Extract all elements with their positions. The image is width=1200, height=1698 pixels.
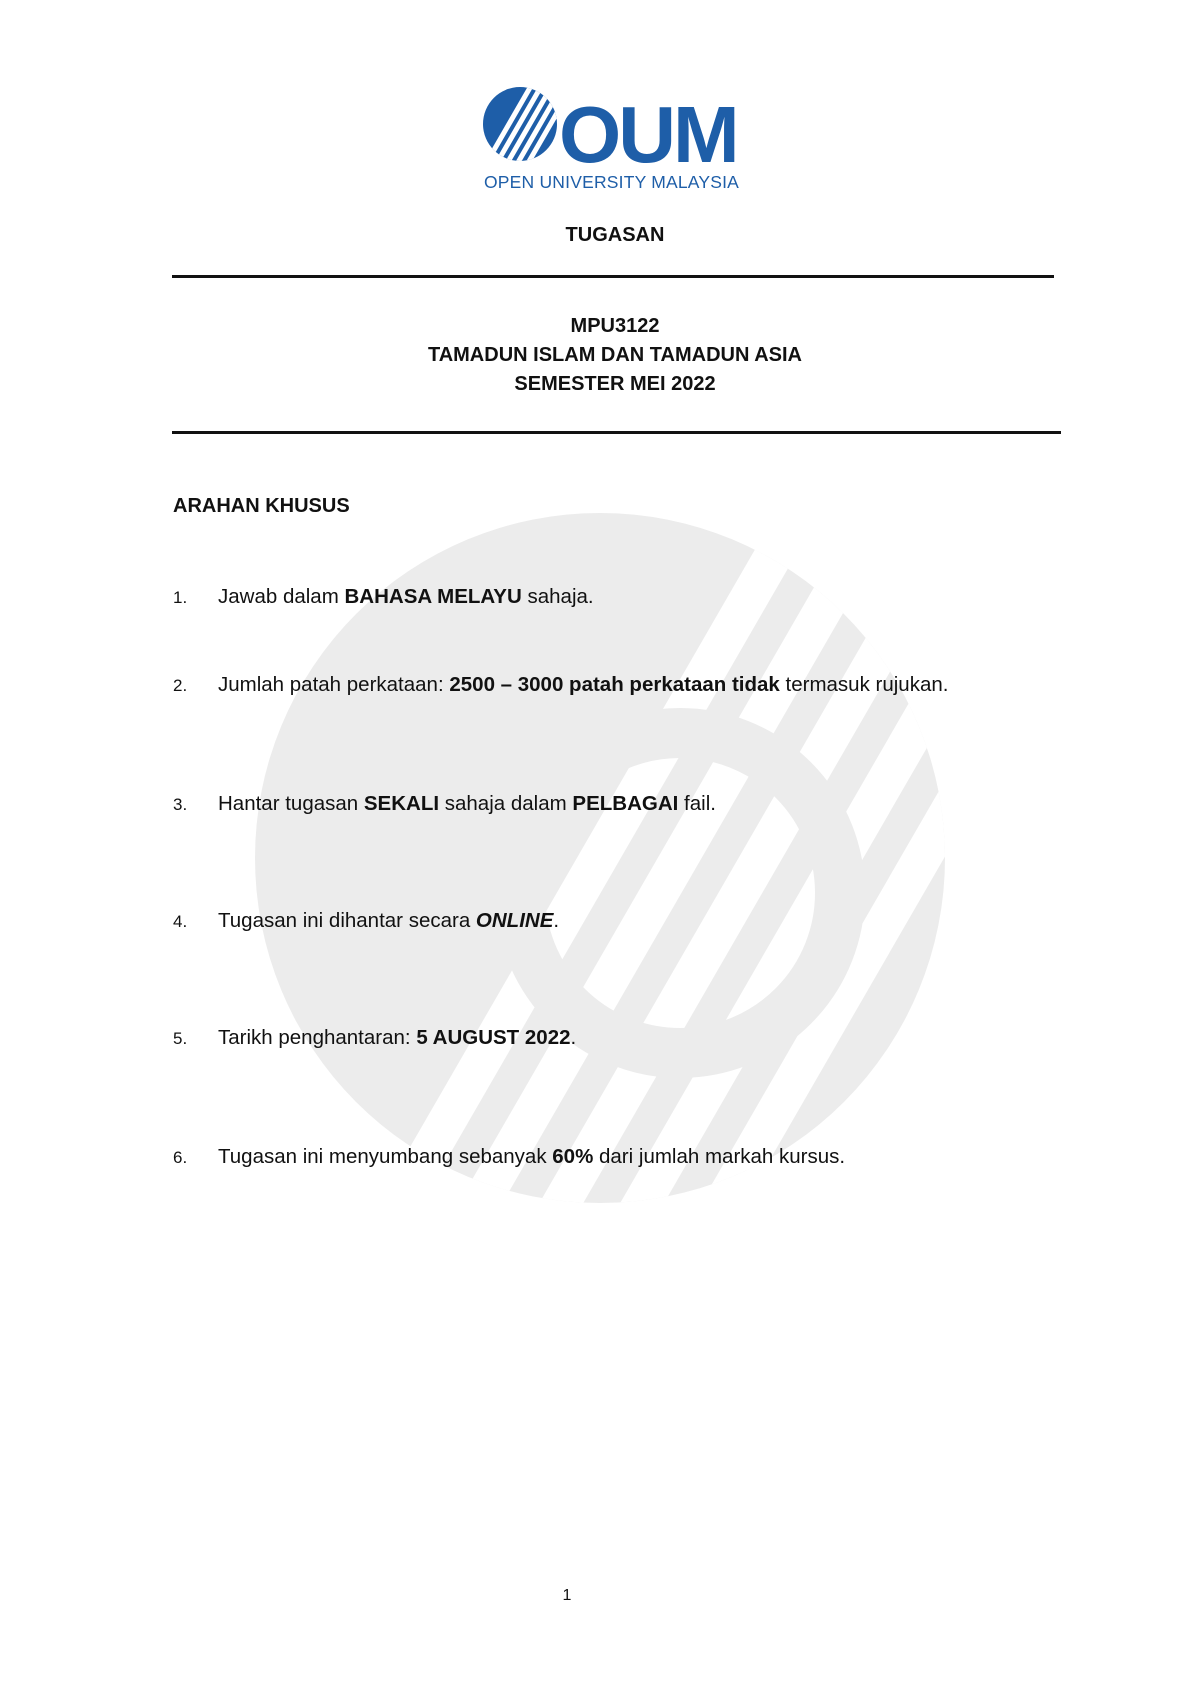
top-rule	[172, 275, 1054, 278]
item-text: fail.	[678, 792, 716, 815]
course-info	[0, 312, 1200, 399]
item-number: 3.	[173, 795, 188, 814]
item-text: termasuk rujukan.	[779, 673, 949, 696]
instruction-item	[173, 792, 716, 816]
page-number: 1	[562, 1587, 572, 1604]
logo-text: OUM	[559, 90, 737, 179]
item-text: SEKALI	[363, 792, 440, 815]
item-text: Tugasan ini menyumbang sebanyak	[218, 1145, 553, 1168]
item-text: Hantar tugasan	[218, 792, 364, 815]
instruction-item	[173, 1145, 845, 1169]
instruction-item	[173, 1026, 576, 1050]
course-semester: SEMESTER MEI 2022	[514, 373, 716, 395]
item-text: dari jumlah markah kursus.	[593, 1145, 846, 1168]
item-text: sahaja dalam	[439, 792, 573, 815]
item-text: 60%	[552, 1145, 594, 1168]
item-text: ONLINE	[475, 909, 554, 932]
item-text: Tugasan ini dihantar secara	[218, 909, 476, 932]
item-text: Jumlah patah perkataan:	[218, 673, 450, 696]
instruction-item	[173, 585, 594, 609]
item-text: 5 AUGUST 2022	[416, 1026, 571, 1049]
item-text: PELBAGAI	[572, 792, 679, 815]
item-number: 4.	[173, 912, 188, 931]
course-name: TAMADUN ISLAM DAN TAMADUN ASIA	[427, 344, 803, 366]
instruction-item	[173, 673, 948, 697]
item-text: Tarikh penghantaran:	[218, 1026, 417, 1049]
item-text: sahaja.	[521, 585, 594, 608]
bottom-rule	[172, 431, 1061, 434]
item-number: 5.	[173, 1029, 188, 1048]
course-code: MPU3122	[570, 315, 660, 337]
item-text: BAHASA MELAYU	[344, 585, 522, 608]
item-number: 1.	[173, 588, 188, 607]
instruction-item	[173, 909, 559, 933]
logo-subtitle: OPEN UNIVERSITY MALAYSIA	[484, 172, 740, 192]
item-text: .	[570, 1026, 577, 1049]
document-title: TUGASAN	[565, 224, 665, 246]
item-number: 2.	[173, 676, 188, 695]
instructions-heading: ARAHAN KHUSUS	[173, 495, 350, 517]
oum-watermark	[250, 508, 950, 1208]
item-text: .	[553, 909, 560, 932]
item-text: Jawab dalam	[218, 585, 345, 608]
item-number: 6.	[173, 1148, 188, 1167]
item-text: 2500 – 3000 patah perkataan tidak	[449, 673, 780, 696]
